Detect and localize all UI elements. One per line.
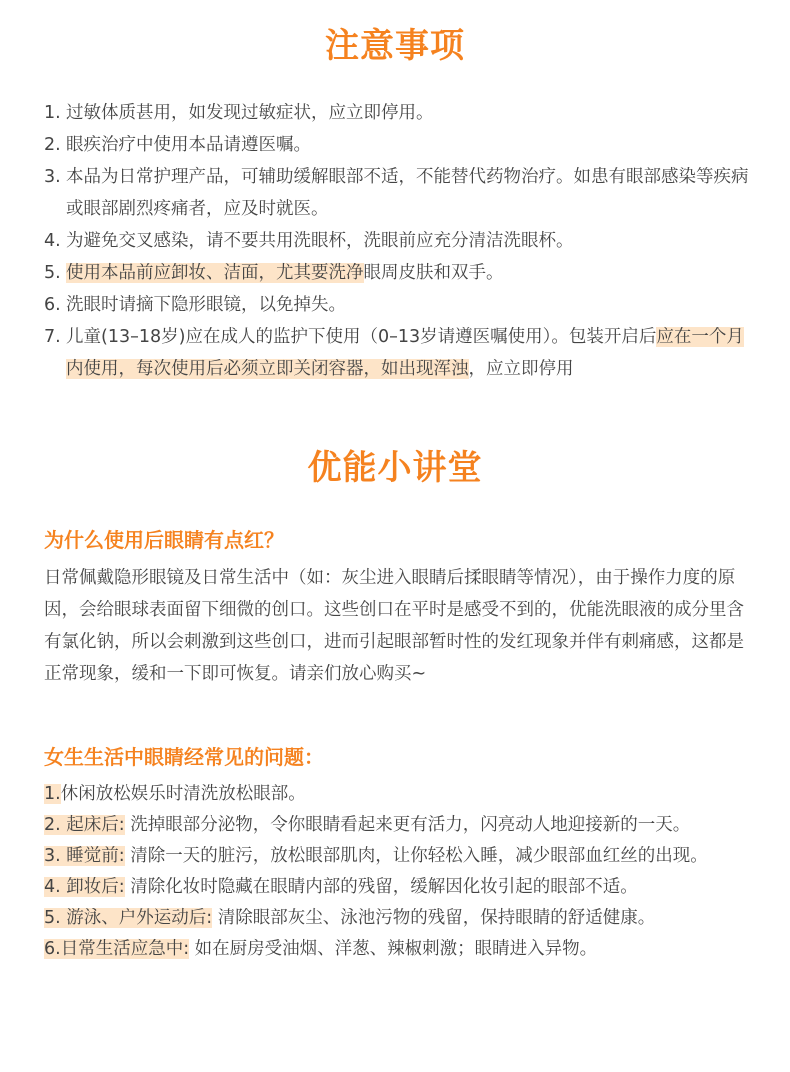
tips-list [44,779,754,965]
note-text: 儿童(13–18岁)应在成人的监护下使用（0–13岁请遵医嘱使用）。包装开启后 [66,327,657,347]
note-text: 眼周皮肤和双手。 [363,263,504,283]
note-item [44,161,756,225]
tip-text: 清除化妆时隐藏在眼睛内部的残留，缓解因化妆引起的眼部不适。 [124,877,638,897]
note-text: 眼疾治疗中使用本品请遵医嘱。 [66,135,311,155]
note-number: 3. [44,167,61,187]
note-number: 1. [44,103,61,123]
tip-tag: 1. [44,784,61,804]
tip-item [44,872,754,903]
tip-item [44,810,754,841]
note-text-highlight: 使用本品前应卸妆、洁面，尤其要洗净 [66,263,364,283]
tip-text: 休闲放松娱乐时清洗放松眼部。 [60,784,306,804]
note-item [44,257,756,289]
tip-tag: 3. 睡觉前: [44,846,125,866]
tip-item [44,779,754,810]
note-number: 5. [44,263,61,283]
tip-tag: 2. 起床后: [44,815,125,835]
note-text-highlight: 应在一个月内使用，每次使用后必须立即关闭容器，如出现浑浊 [66,327,744,379]
note-number: 7. [44,327,61,347]
note-text: ，应立即停用 [468,359,574,379]
tip-text: 洗掉眼部分泌物，令你眼睛看起来更有活力，闪亮动人地迎接新的一天。 [124,815,691,835]
note-number: 6. [44,295,61,315]
question-heading-red-eyes: 为什么使用后眼睛有点红？ [44,528,284,552]
tip-tag: 6.日常生活应急中: [44,939,190,959]
note-number: 2. [44,135,61,155]
tip-text: 清除眼部灰尘、泳池污物的残留，保持眼睛的舒适健康。 [212,908,656,928]
note-item [44,289,756,321]
section-title-notes: 注意事项 [325,26,465,66]
tip-item [44,903,754,934]
tip-tag: 5. 游泳、户外运动后: [44,908,213,928]
note-item [44,225,756,257]
notes-list [44,97,756,385]
note-item [44,321,756,385]
note-text: 本品为日常护理产品，可辅助缓解眼部不适，不能替代药物治疗。如患有眼部感染等疾病或眼部剧烈疼痛者，应及时就医。 [66,167,749,219]
note-item [44,129,756,161]
tip-text: 清除一天的脏污，放松眼部肌肉，让你轻松入睡，减少眼部血红丝的出现。 [124,846,708,866]
tip-text: 如在厨房受油烟、洋葱、辣椒刺激；眼睛进入异物。 [189,939,598,959]
section-title-lecture: 优能小讲堂 [307,448,483,488]
tip-item [44,934,754,965]
note-text: 为避免交叉感染，请不要共用洗眼杯，洗眼前应充分清洁洗眼杯。 [66,231,574,251]
note-text: 过敏体质甚用，如发现过敏症状，应立即停用。 [66,103,434,123]
question-heading-common-problems: 女生生活中眼睛经常见的问题： [44,745,324,769]
answer-paragraph: 日常佩戴隐形眼镜及日常生活中（如：灰尘进入眼睛后揉眼睛等情况），由于操作力度的原因，会给眼球表面留下细微的创口。这些创口在平时是感受不到的，优能洗眼液的成分里含有氯化钠，所以会刺激到这些创口，进而引起眼部暂时性的发红现象并伴有刺痛感，这都是正常现象，缓和一下即可恢复。请亲们放心购买~ [44,568,744,684]
tip-item [44,841,754,872]
note-item [44,97,756,129]
note-text: 洗眼时请摘下隐形眼镜，以免掉失。 [66,295,346,315]
tip-tag: 4. 卸妆后: [44,877,125,897]
note-number: 4. [44,231,61,251]
